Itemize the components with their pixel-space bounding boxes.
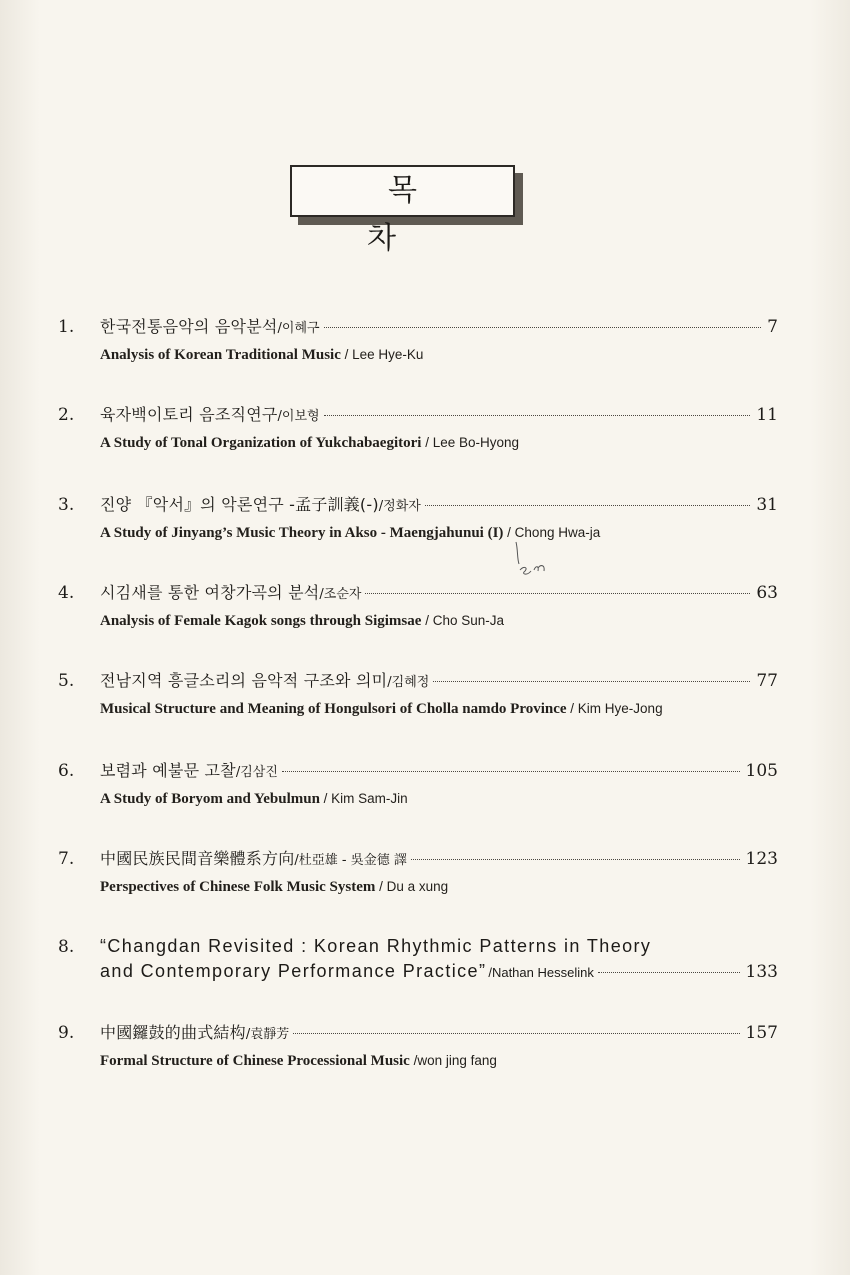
entry-english-author: / Lee Hye-Ku bbox=[344, 347, 424, 362]
entry-english-author: / Kim Sam-Jin bbox=[323, 791, 408, 806]
entry-korean-title: 진양 『악서』의 악론연구 -孟子訓義(-) bbox=[100, 495, 379, 514]
entry-english-author: /Nathan Hesselink bbox=[488, 965, 594, 980]
entry-english-author: / Du a xung bbox=[379, 879, 449, 894]
entry-english-author: / Cho Sun-Ja bbox=[425, 613, 504, 628]
toc-entry-8[interactable] bbox=[58, 935, 778, 984]
dot-leader bbox=[433, 681, 750, 682]
entry-korean-author: /김삼진 bbox=[235, 765, 278, 780]
entry-korean-title: 보렴과 예불문 고찰 bbox=[100, 761, 236, 780]
entry-korean-title: 中國民族民間音樂體系方向 bbox=[100, 849, 295, 868]
entry-number: 4. bbox=[58, 583, 75, 603]
entry-korean-title: 시김새를 통한 여창가곡의 분석 bbox=[100, 583, 320, 602]
entry-number: 6. bbox=[58, 761, 75, 781]
entry-english-title: Analysis of Korean Traditional Music bbox=[100, 347, 341, 363]
entry-number: 5. bbox=[58, 671, 75, 691]
entry-english-author: / Kim Hye-Jong bbox=[570, 701, 663, 716]
entry-page-number: 123 bbox=[745, 849, 778, 869]
entry-number: 1. bbox=[58, 317, 75, 337]
toc-title-frame bbox=[290, 165, 515, 256]
entry-english-title: Analysis of Female Kagok songs through Sigimsae bbox=[100, 613, 422, 629]
toc-entry-9[interactable] bbox=[58, 1022, 778, 1071]
dot-leader bbox=[324, 415, 751, 416]
entry-number: 9. bbox=[58, 1023, 75, 1043]
entry-korean-author: /정화자 bbox=[378, 499, 421, 514]
entry-korean-title: 中國鑼鼓的曲式結构 bbox=[100, 1023, 246, 1042]
entry-number: 8. bbox=[58, 937, 75, 957]
dot-leader bbox=[598, 972, 740, 973]
entry-page-number: 157 bbox=[745, 1023, 778, 1043]
entry-korean-title: 한국전통음악의 음악분석 bbox=[100, 317, 278, 336]
dot-leader bbox=[324, 327, 762, 328]
entry-english-author: / Chong Hwa-ja bbox=[507, 525, 601, 540]
entry-korean-author: /杜亞雄 - 吳金德 譯 bbox=[294, 853, 407, 868]
toc-entry-2[interactable] bbox=[58, 404, 778, 453]
entry-page-number: 31 bbox=[756, 495, 778, 515]
dot-leader bbox=[282, 771, 740, 772]
entry-number: 2. bbox=[58, 405, 75, 425]
entry-number: 7. bbox=[58, 849, 75, 869]
entry-english-title: A Study of Tonal Organization of Yukchabaegitori bbox=[100, 435, 422, 451]
dot-leader bbox=[425, 505, 751, 506]
entry-korean-author: /이혜구 bbox=[277, 321, 320, 336]
entry-korean-author: /이보형 bbox=[277, 409, 320, 424]
entry-korean-author: /袁靜芳 bbox=[245, 1027, 290, 1042]
toc-entry-5[interactable] bbox=[58, 670, 778, 719]
dot-leader bbox=[365, 593, 750, 594]
entry-page-number: 105 bbox=[745, 761, 778, 781]
entry-page-number: 77 bbox=[756, 671, 778, 691]
toc-entry-6[interactable] bbox=[58, 760, 778, 809]
entry-korean-author: /김혜정 bbox=[387, 675, 430, 690]
toc-entry-3[interactable] bbox=[58, 494, 778, 543]
entry-page-number: 63 bbox=[756, 583, 778, 603]
toc-title: 목 차 bbox=[290, 165, 515, 217]
entry-page-number: 7 bbox=[767, 317, 778, 337]
entry-korean-author: /조순자 bbox=[319, 587, 362, 602]
dot-leader bbox=[293, 1033, 739, 1034]
toc-entry-1[interactable] bbox=[58, 316, 778, 365]
toc-entry-7[interactable] bbox=[58, 848, 778, 897]
entry-korean-title: 전남지역 흥글소리의 음악적 구조와 의미 bbox=[100, 671, 388, 690]
entry-number: 3. bbox=[58, 495, 75, 515]
entry-english-title-line2: and Contemporary Performance Practice” bbox=[100, 961, 487, 981]
entry-english-title: Formal Structure of Chinese Processional Music bbox=[100, 1053, 410, 1069]
entry-page-number: 133 bbox=[745, 962, 778, 982]
entry-english-title: Musical Structure and Meaning of Hongulsori of Cholla namdo Province bbox=[100, 701, 567, 717]
entry-korean-title: 육자백이토리 음조직연구 bbox=[100, 405, 278, 424]
handwritten-pen-annotation bbox=[514, 540, 554, 580]
entry-english-author: / Lee Bo-Hyong bbox=[425, 435, 520, 450]
entry-english-title: A Study of Jinyang’s Music Theory in Akso - Maengjahunui (I) bbox=[100, 525, 504, 541]
toc-entry-4[interactable] bbox=[58, 582, 778, 631]
entry-english-title: A Study of Boryom and Yebulmun bbox=[100, 791, 320, 807]
dot-leader bbox=[411, 859, 740, 860]
entry-english-author: /won jing fang bbox=[413, 1053, 497, 1068]
entry-english-title-line1: “Changdan Revisited : Korean Rhythmic Patterns in Theory bbox=[100, 936, 652, 956]
entry-english-title: Perspectives of Chinese Folk Music System bbox=[100, 879, 376, 895]
entry-page-number: 11 bbox=[756, 405, 778, 425]
